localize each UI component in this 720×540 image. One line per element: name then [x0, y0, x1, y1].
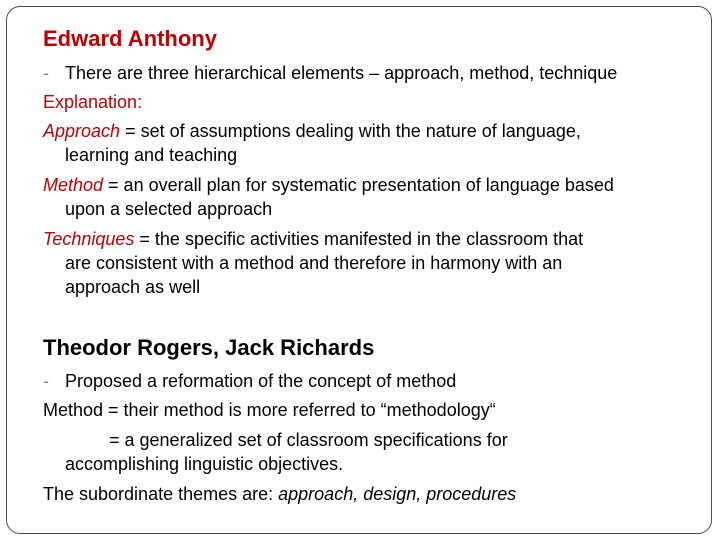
generalized-set-line-1: = a generalized set of classroom specifications for — [109, 430, 508, 450]
generalized-set-line-2: accomplishing linguistic objectives. — [65, 454, 344, 474]
techniques-term: Techniques — [43, 229, 135, 249]
heading-edward-anthony: Edward Anthony — [43, 26, 217, 51]
approach-def-line-2: learning and teaching — [65, 145, 238, 165]
bullet-dash: - — [43, 63, 49, 83]
method-methodology-line: Method = their method is more referred to “methodology“ — [43, 400, 496, 420]
techniques-def-line-3: approach as well — [65, 277, 201, 297]
explanation-label: Explanation: — [43, 92, 143, 112]
bullet-text: Proposed a reformation of the concept of method — [65, 371, 457, 391]
method-term: Method — [43, 175, 104, 195]
techniques-definition — [43, 227, 693, 251]
themes-prefix: The subordinate themes are: — [43, 484, 279, 504]
approach-term: Approach — [43, 121, 121, 141]
themes-list: approach, design, procedures — [278, 484, 517, 504]
approach-definition — [43, 119, 693, 143]
approach-def-line-1: = set of assumptions dealing with the nature of language, — [120, 121, 581, 141]
bullet-text: There are three hierarchical elements – approach, method, technique — [65, 63, 618, 83]
bullet-hierarchical-elements — [43, 61, 693, 85]
heading-rogers-richards: Theodor Rogers, Jack Richards — [43, 335, 375, 360]
method-def-line-1: = an overall plan for systematic presentation of language based — [103, 175, 614, 195]
bullet-reformation — [43, 369, 693, 393]
method-def-line-2: upon a selected approach — [65, 199, 273, 219]
slide-content — [43, 26, 693, 506]
techniques-def-line-1: = the specific activities manifested in the classroom that — [134, 229, 584, 249]
bullet-dash: - — [43, 371, 49, 391]
subordinate-themes — [43, 482, 693, 506]
method-definition — [43, 173, 693, 197]
techniques-def-line-2: are consistent with a method and therefore in harmony with an — [65, 253, 563, 273]
